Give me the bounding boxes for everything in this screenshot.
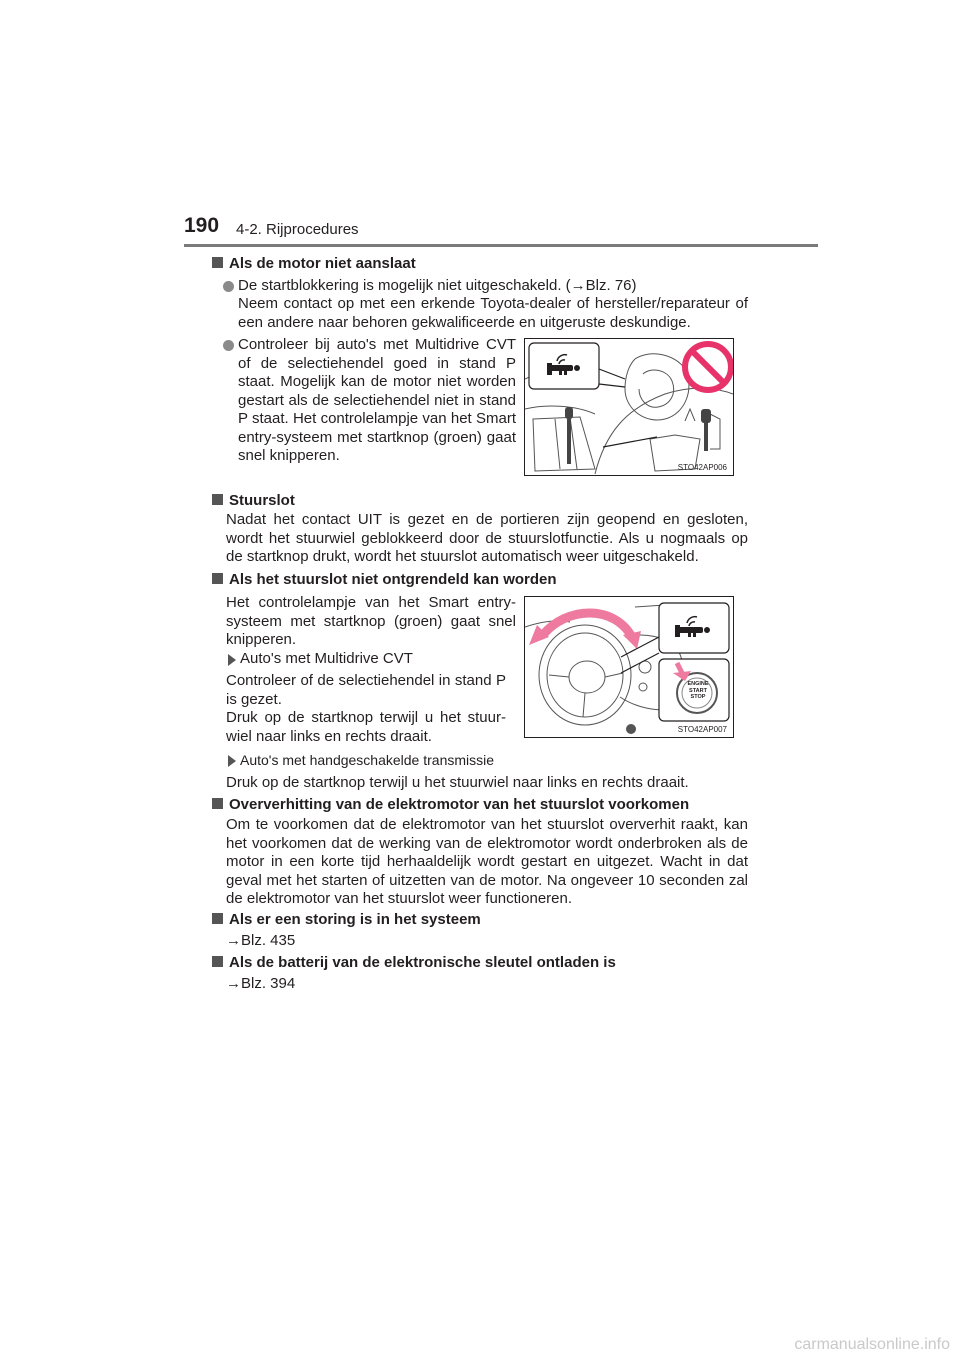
figure-1-illustration <box>525 339 733 475</box>
storing-ref: →Blz. 435 <box>226 932 296 949</box>
manual-text: Druk op de startknop terwijl u het stuurwiel naar links en rechts draait. <box>226 774 689 791</box>
triangle-bullet-icon <box>228 654 236 666</box>
figure-1-code: STO42AP006 <box>677 463 727 472</box>
square-bullet-icon <box>212 494 223 505</box>
heading-batterij: Als de batterij van de elektronische sleutel ontladen is <box>212 954 616 972</box>
batterij-ref: →Blz. 394 <box>226 975 296 992</box>
ontgrendeld-intro: Het controlelampje van het Smart entry-systeem met startknop (groen) gaat snel knipperen. <box>226 594 516 648</box>
start-stop-button-label: ENGINE START STOP <box>687 681 709 700</box>
heading-storing: Als er een storing is in het systeem <box>212 911 481 929</box>
round-bullet-icon <box>223 340 234 351</box>
heading-motor: Als de motor niet aanslaat <box>212 255 416 273</box>
figure-2-illustration <box>525 597 733 737</box>
heading-stuurslot: Stuurslot <box>212 492 295 510</box>
section-title: 4-2. Rijprocedures <box>236 221 359 238</box>
heading-ontgrendeld: Als het stuurslot niet ontgrendeld kan worden <box>212 571 557 589</box>
motor-bullet1-line1: De startblokkering is mogelijk niet uitgeschakeld. (→Blz. 76) <box>238 277 637 294</box>
manual-label: Auto's met handgeschakelde transmissie <box>240 752 495 768</box>
cvt-line1: Controleer of de selectiehendel in stand P is gezet. <box>226 672 506 708</box>
triangle-bullet-icon <box>228 755 236 767</box>
figure-2-code: STO42AP007 <box>677 725 727 734</box>
motor-bullet1-line2: Neem contact op met een erkende Toyota-dealer of hersteller/reparateur of een andere naar behoren gekwalificeerde en uitgeruste deskundige. <box>238 295 748 331</box>
oververhitting-text: Om te voorkomen dat de elektromotor van het stuurslot oververhit raakt, kan het voorkomen dat de werking van de elektromotor wordt onderbroken als de motor in een korte tijd herhaaldelijk wordt gestart en uitgezet. Wacht in dat geval met het starten of uitzetten van de motor. Na ongeveer 10 seconden zal de elektromotor van het stuurslot weer functioneren. <box>226 816 748 907</box>
round-bullet-icon <box>223 281 234 292</box>
cvt-label: Auto's met Multidrive CVT <box>240 650 413 667</box>
page-number: 190 <box>184 214 220 237</box>
motor-bullet2: Controleer bij auto's met Multidrive CVT of de selectiehendel goed in stand P staat. Mogelijk kan de motor niet worden gestart als de selectiehendel niet in stand P staat. Het controlelampje van het Smart entry-systeem met startknop (groen) gaat snel knipperen. <box>238 336 516 464</box>
watermark: carmanualsonline.info <box>794 1336 950 1353</box>
square-bullet-icon <box>212 573 223 584</box>
square-bullet-icon <box>212 798 223 809</box>
cvt-line2: Druk op de startknop terwijl u het stuur-wiel naar links en rechts draait. <box>226 709 506 745</box>
figure-selector-lever <box>524 338 734 476</box>
square-bullet-icon <box>212 956 223 967</box>
stuurslot-text: Nadat het contact UIT is gezet en de portieren zijn geopend en gesloten, wordt het stuurwiel geblokkeerd door de stuurslotfunctie. Als u nogmaals op de startknop drukt, wordt het stuurslot automatisch weer uitgeschakeld. <box>226 511 748 565</box>
figure-steering-wheel <box>524 596 734 738</box>
square-bullet-icon <box>212 257 223 268</box>
square-bullet-icon <box>212 913 223 924</box>
header-rule <box>184 244 818 247</box>
heading-oververhitting: Oververhitting van de elektromotor van het stuurslot voorkomen <box>212 796 689 814</box>
